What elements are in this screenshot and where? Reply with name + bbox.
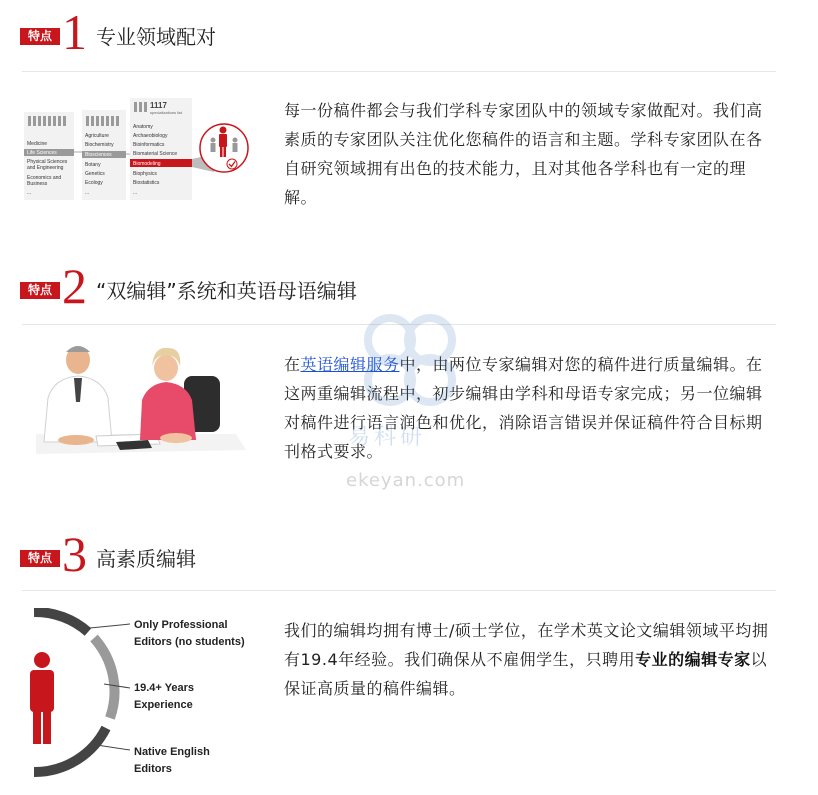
- col1-item: Medicine: [27, 141, 48, 147]
- feature-badge: 特点: [20, 28, 60, 45]
- col3-item: Anatomy: [133, 124, 153, 130]
- col3-item: Biophysics: [133, 171, 157, 177]
- col2-item: Biosciences: [85, 152, 112, 158]
- quality-label: Experience: [134, 699, 193, 711]
- col2-item: Botany: [85, 162, 101, 168]
- feature-3-description: [284, 616, 774, 703]
- col3-item: Biostatistics: [133, 180, 160, 186]
- person-icon: [34, 652, 50, 668]
- divider: [22, 71, 776, 72]
- feature-2-text: 在: [284, 355, 301, 374]
- specializations-caption: specializations list: [150, 110, 183, 115]
- quality-label: Editors (no students): [134, 636, 245, 648]
- divider: [22, 590, 776, 591]
- watermark-cn: 易科研: [348, 425, 427, 450]
- col3-item: ...: [133, 190, 138, 196]
- specialization-illustration: [24, 96, 254, 204]
- feature-badge: 特点: [20, 282, 60, 299]
- feature-number: 2: [62, 258, 87, 314]
- col1-item: Economics and: [27, 175, 62, 181]
- feature-badge: 特点: [20, 550, 60, 567]
- feature-1-description: 每一份稿件都会与我们学科专家团队中的领域专家做配对。我们高素质的专家团队关注优化您稿件的语言和主题。学科专家团队在各自研究领域拥有出色的技术能力，且对其他各学科也有一定的理解。: [284, 101, 763, 207]
- watermark-en: ekeyan.com: [346, 470, 466, 491]
- feature-3-text: 以保证高质量的稿件编辑。: [284, 650, 768, 698]
- col1-item: Physical Sciences: [27, 159, 68, 165]
- col3-item: Biomaterial Science: [133, 151, 178, 157]
- feature-3-emphasis: 专业的编辑专家: [635, 650, 751, 669]
- col3-item: Archaeobiology: [133, 133, 168, 139]
- feature-2-text: 中，由两位专家编辑对您的稿件进行质量编辑。在这两重编辑流程中，初步编辑由学科和母语专家完成；另一位编辑对稿件进行语言润色和优化，消除语言错误并保证稿件符合目标期刊格式要求。: [284, 355, 763, 461]
- quality-label: 19.4+ Years: [134, 682, 195, 694]
- quality-label: Native English: [134, 746, 210, 758]
- english-editing-service-link[interactable]: 英语编辑服务: [300, 355, 400, 374]
- col3-item-highlight: Biomodeling: [133, 161, 161, 167]
- col3-item: Bioinformatics: [133, 142, 165, 148]
- specializations-count: 1117: [150, 101, 167, 110]
- feature-title: 高素质编辑: [96, 547, 196, 571]
- feature-number: 1: [62, 4, 87, 60]
- col2-item: Genetics: [85, 171, 105, 177]
- feature-title: “双编辑”系统和英语母语编辑: [96, 279, 357, 303]
- feature-3-text: 我们的编辑均拥有博士/硕士学位，在学术英文论文编辑领域平均拥有19.4年经验。我们确保从不雇佣学生，只聘用: [284, 621, 769, 669]
- col2-item: Biochemistry: [85, 142, 114, 148]
- col2-item: Agriculture: [85, 133, 109, 139]
- col1-item: Business: [27, 181, 48, 187]
- col2-item: Ecology: [85, 180, 103, 186]
- editors-photo: [36, 342, 246, 458]
- feature-title: 专业领域配对: [96, 25, 216, 49]
- editor-qualities-illustration: [20, 608, 270, 778]
- col2-item: ...: [85, 190, 90, 196]
- quality-label: Editors: [134, 763, 172, 775]
- col1-item: ...: [27, 190, 32, 196]
- col1-item: Life Sciences: [27, 150, 57, 156]
- col1-item: and Engineering: [27, 165, 64, 171]
- quality-label: Only Professional: [134, 619, 228, 631]
- feature-number: 3: [62, 526, 87, 582]
